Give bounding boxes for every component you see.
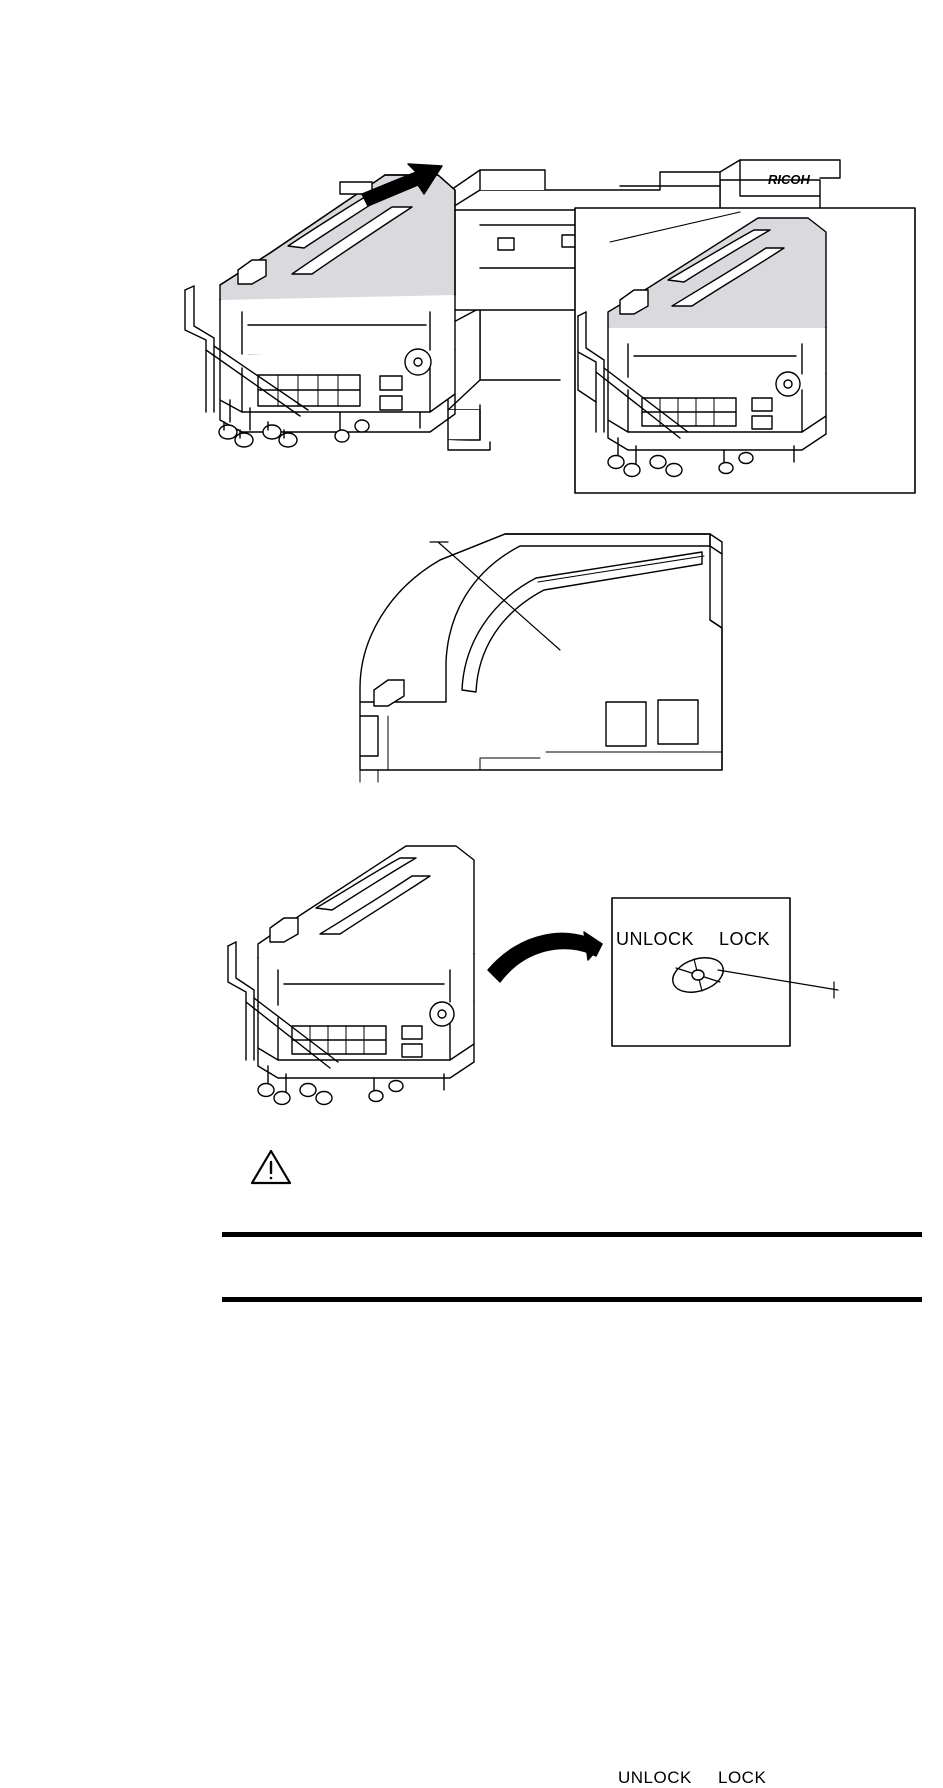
docked-position-inset — [575, 208, 915, 493]
lock-text: LOCK — [719, 929, 771, 949]
unlock-text: UNLOCK — [616, 929, 695, 949]
warning-triangle-icon — [250, 1148, 292, 1186]
finisher-unit-main — [185, 175, 455, 447]
caution-rule-bottom — [222, 1297, 922, 1302]
caution-rule-top — [222, 1232, 922, 1237]
lock-lever-callout-arrow — [488, 932, 602, 982]
lock-label: LOCK — [718, 1768, 767, 1787]
unlock-label: UNLOCK — [618, 1768, 692, 1787]
figure-install-unit — [180, 150, 920, 510]
figure-lock-lever — [220, 840, 840, 1787]
finisher-unit-lock-view — [228, 846, 474, 1105]
finisher-top-cover-closeup — [360, 534, 722, 782]
svg-text:RICOH: RICOH — [768, 172, 810, 187]
caster-wheels — [219, 420, 369, 447]
lock-lever-detail-box — [612, 898, 838, 1046]
figure-top-cover-latch — [330, 520, 760, 820]
caution-block — [222, 1140, 922, 1230]
